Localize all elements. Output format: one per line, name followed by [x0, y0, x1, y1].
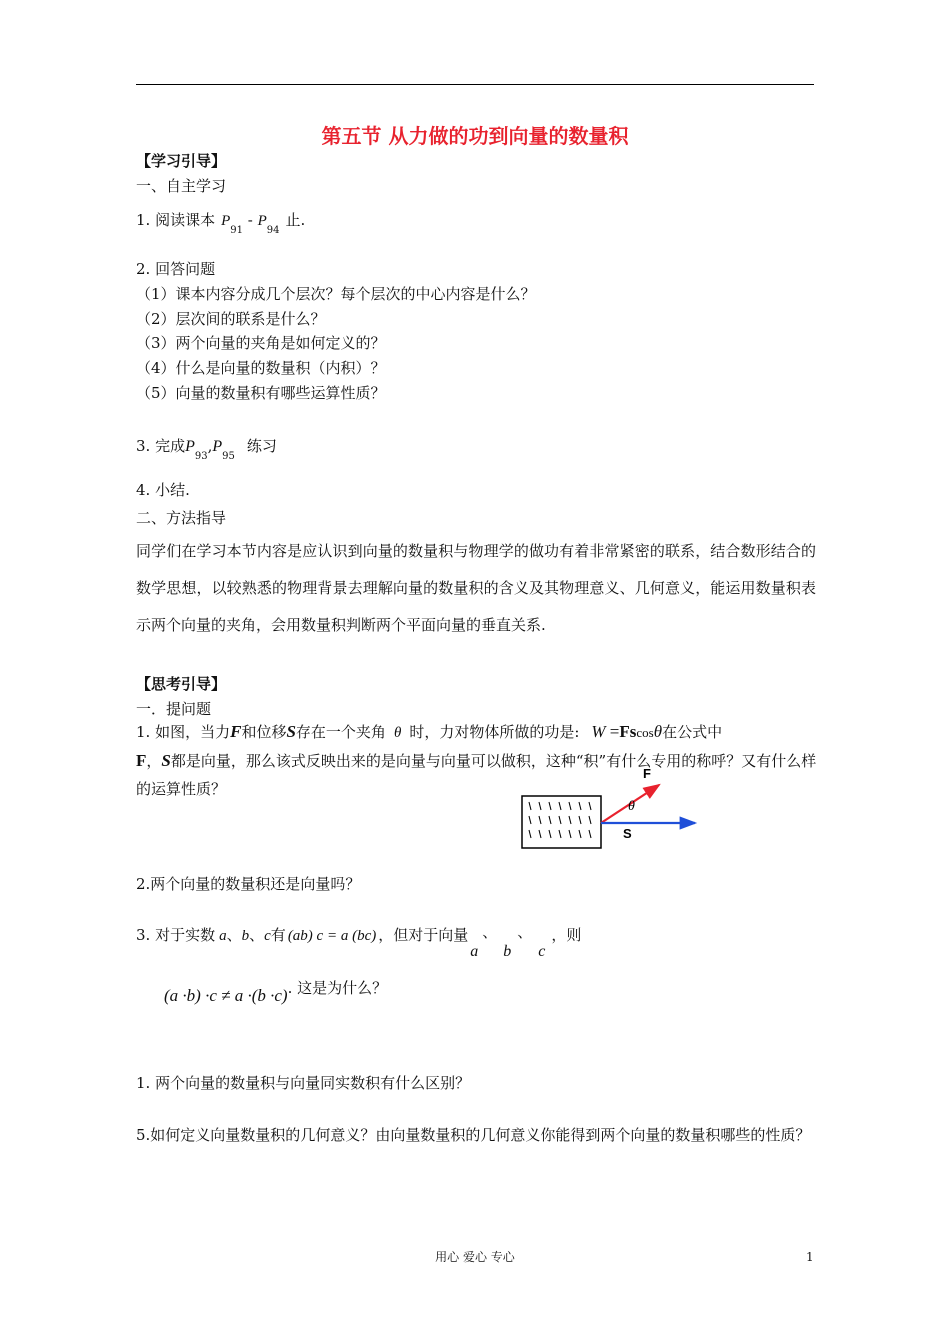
question-4: （4）什么是向量的数量积（内积）？	[136, 359, 386, 377]
displacement-label: S	[623, 826, 632, 841]
question-2: （2）层次间的联系是什么？	[136, 310, 326, 328]
header-rule	[136, 84, 814, 85]
force-displacement-figure	[515, 765, 715, 855]
item-answer-questions: 2. 回答问题	[136, 260, 216, 278]
question-difference: 1. 两个向量的数量积与向量同实数积有什么区别？	[136, 1074, 471, 1092]
question-5: （5）向量的数量积有哪些运算性质？	[136, 384, 386, 402]
section-header-thinking-guide: 【思考引导】	[136, 675, 227, 693]
footer-motto: 用心 爱心 专心	[435, 1250, 515, 1264]
method-paragraph: 同学们在学习本节内容是应认识到向量的数量积与物理学的做功有着非常紧密的联系，结合数形结合的数学思想，以较熟悉的物理背景去理解向量的数量积的含义及其物理意义、几何意义，能运用数量积表示两个向量的夹角，会用数量积判断两个平面向量的垂直关系.	[136, 542, 816, 634]
part-title-questions: 一．提问题	[136, 700, 212, 718]
question-associativity: 3. 对于实数 a、b、c有 (ab) c = a (bc) ，但对于向量a、b、c，则	[136, 923, 582, 960]
question-associativity-formula: (a ·b) ·c ≠ a ·(b ·c). 这是为什么？	[164, 979, 388, 1005]
item-summary: 4. 小结.	[136, 481, 190, 499]
angle-label: θ	[628, 799, 635, 814]
part-title-method-guide: 二、方法指导	[136, 509, 227, 527]
force-label: F	[643, 766, 651, 781]
question-1: （1）课本内容分成几个层次？每个层次的中心内容是什么？	[136, 285, 536, 303]
question-is-vector: 2.两个向量的数量积还是向量吗？	[136, 875, 361, 893]
question-geometric-meaning: 5.如何定义向量数量积的几何意义？由向量数量积的几何意义你能得到两个向量的数量积哪些的性质？	[136, 1126, 811, 1144]
item-complete-exercises: 3. 完成$P_{93},P_{95}$练习	[136, 437, 277, 462]
question-work-vector: 1. 如图，当力F和位移S存在一个夹角 θ 时，力对物体所做的功是: W =Fscosθ在公式中 F，S都是向量，那么该式反映出来的是向量与向量可以做积，这种“积”有什么专用的称呼？又有什么样的运算性质？	[136, 722, 817, 798]
page-title: 第五节 从力做的功到向量的数量积	[321, 124, 629, 148]
section-header-study-guide: 【学习引导】	[136, 152, 227, 170]
question-3: （3）两个向量的夹角是如何定义的？	[136, 334, 386, 352]
item-read-textbook: 1. 阅读课本 $P_{91} - P_{94}$止.	[136, 211, 306, 236]
page-number: 1	[806, 1250, 814, 1264]
part-title-self-study: 一、自主学习	[136, 177, 227, 195]
